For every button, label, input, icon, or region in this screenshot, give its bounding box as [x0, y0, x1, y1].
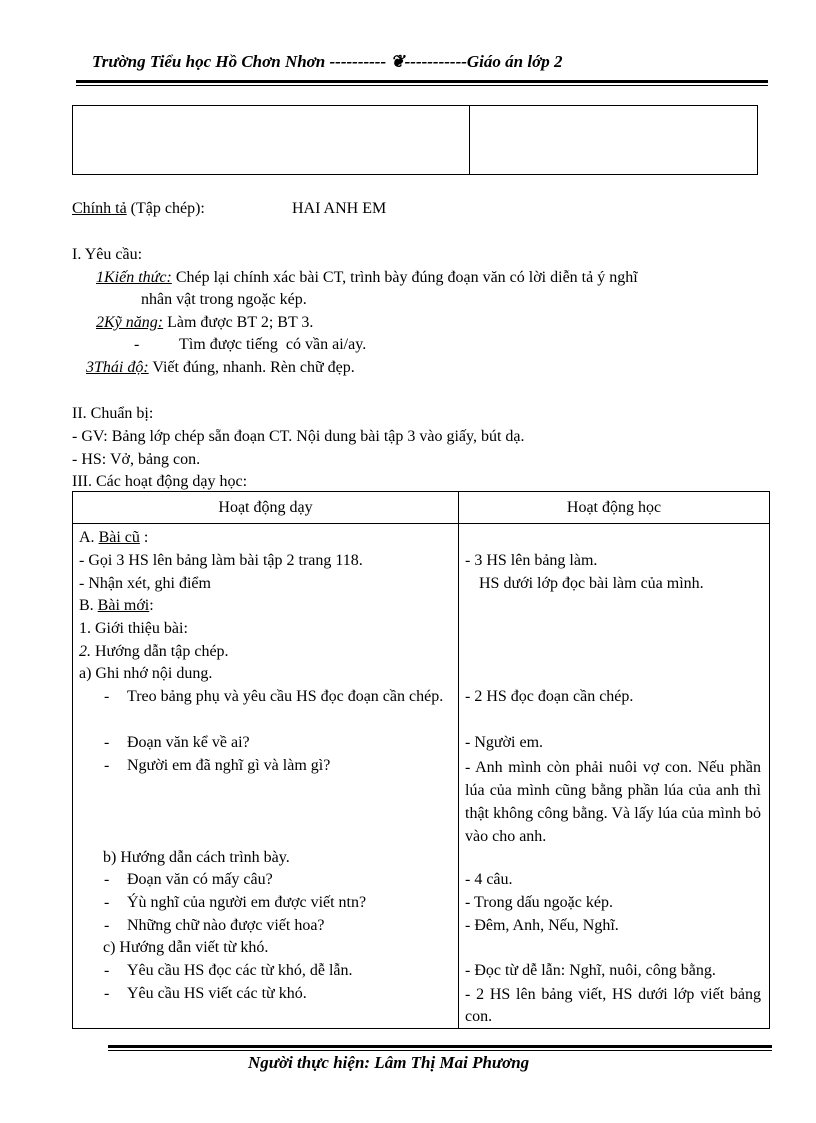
learn-item: - 3 HS lên bảng làm.	[465, 552, 598, 569]
attitude-text: Viết đúng, nhanh. Rèn chữ đẹp.	[152, 359, 355, 376]
knowledge-label: 1Kiến thức:	[96, 269, 172, 286]
learn-item: - 2 HS lên bảng viết, HS dưới lớp viết bảng con.	[465, 986, 761, 1025]
bullet-dash: -	[104, 757, 110, 774]
teach-item: Đoạn văn kể về ai?	[127, 734, 250, 751]
lesson-subject: Chính tả	[72, 200, 127, 217]
learn-item: - Đêm, Anh, Nếu, Nghĩ.	[465, 917, 619, 934]
school-name: Trường Tiểu học Hồ Chơn Nhơn ----------	[92, 52, 387, 71]
skill-text: Làm được BT 2; BT 3.	[167, 314, 314, 331]
lesson-subject-line	[72, 199, 205, 219]
ornament-icon: ❦	[390, 52, 405, 71]
bullet-dash: -	[104, 871, 110, 888]
teach-item: c) Hướng dẫn viết từ khó.	[103, 939, 269, 956]
attitude-line	[86, 358, 355, 378]
teach-item: Yêu cầu HS đọc các từ khó, dễ lẫn.	[127, 962, 353, 979]
teach-item: 2. Hướng dẫn tập chép.	[79, 643, 229, 660]
col-header-teach: Hoạt động dạy	[218, 499, 313, 516]
learn-item: - 4 câu.	[465, 871, 513, 888]
bullet-dash: -	[104, 734, 110, 751]
teach-item: Những chữ nào được viết hoa?	[127, 917, 325, 934]
bullet-dash: -	[104, 688, 110, 705]
teach-item: Yêu cầu HS viết các từ khó.	[127, 985, 307, 1002]
activities-table	[72, 491, 770, 1029]
teach-item: Treo bảng phụ và yêu cầu HS đọc đoạn cần chép.	[127, 688, 444, 705]
lesson-type: (Tập chép):	[130, 200, 205, 217]
teach-item: 1. Giới thiệu bài:	[79, 620, 188, 637]
learn-item: - 2 HS đọc đoạn cần chép.	[465, 688, 634, 705]
old-lesson-heading: A. Bài cũ :	[79, 529, 149, 546]
knowledge-text: Chép lại chính xác bài CT, trình bày đúng đoạn văn có lời diễn tả ý nghĩ	[175, 269, 638, 286]
col-header-learn: Hoạt động học	[566, 499, 662, 516]
knowledge-line	[96, 268, 638, 288]
knowledge-text-cont: nhân vật trong ngoặc kép.	[141, 291, 307, 308]
learn-item: - Đọc từ dễ lẫn: Nghĩ, nuôi, công bằng.	[465, 962, 716, 979]
teach-item: - Nhận xét, ghi điểm	[79, 575, 211, 592]
preparation-hs: - HS: Vở, bảng con.	[72, 451, 201, 468]
attitude-label: 3Thái độ:	[86, 359, 149, 376]
new-lesson-heading: B. Bài mới:	[79, 597, 154, 614]
teach-item: b) Hướng dẫn cách trình bày.	[103, 849, 290, 866]
skill-line	[96, 313, 313, 333]
learn-item: - Người em.	[465, 734, 544, 751]
learn-item: - Anh mình còn phải nuôi vợ con. Nếu phần lúa của mình cũng bằng phần lúa của anh thì thật không công bằng. Và lấy lúa của mình bỏ vào cho anh.	[465, 759, 761, 845]
lesson-title: HAI ANH EM	[292, 200, 387, 217]
skill-label: 2Kỹ năng:	[96, 314, 164, 331]
grade-label: -----------Giáo án lớp 2	[404, 52, 563, 71]
activities-heading: III. Các hoạt động dạy học:	[72, 473, 248, 490]
bullet-dash: -	[104, 985, 110, 1002]
empty-box	[72, 105, 758, 175]
teach-item: Ýù nghĩ của người em được viết ntn?	[127, 894, 367, 911]
preparation-heading: II. Chuẩn bị:	[72, 405, 154, 422]
preparation-gv: - GV: Bảng lớp chép sẵn đoạn CT. Nội dung bài tập 3 vào giấy, bút dạ.	[72, 428, 525, 445]
bullet-dash: -	[104, 894, 110, 911]
footer-rule	[108, 1045, 772, 1048]
page-header	[92, 52, 562, 72]
teach-item: Đoạn văn có mấy câu?	[127, 871, 273, 888]
bullet-dash: -	[104, 962, 110, 979]
bullet-dash: -	[104, 917, 110, 934]
teach-item: Người em đã nghĩ gì và làm gì?	[127, 757, 331, 774]
learn-item: HS dưới lớp đọc bài làm của mình.	[479, 575, 704, 592]
header-rule	[76, 80, 768, 83]
footer-rule-thin	[108, 1050, 772, 1051]
teach-item: - Gọi 3 HS lên bảng làm bài tập 2 trang 118.	[79, 552, 363, 569]
requirements-heading: I. Yêu cầu:	[72, 246, 143, 263]
skill-sub: - Tìm được tiếng có vần ai/ay.	[134, 336, 367, 353]
teach-item: a) Ghi nhớ nội dung.	[79, 665, 213, 682]
author-footer: Người thực hiện: Lâm Thị Mai Phương	[248, 1053, 530, 1072]
header-rule-thin	[76, 85, 768, 86]
learn-item: - Trong dấu ngoặc kép.	[465, 894, 613, 911]
